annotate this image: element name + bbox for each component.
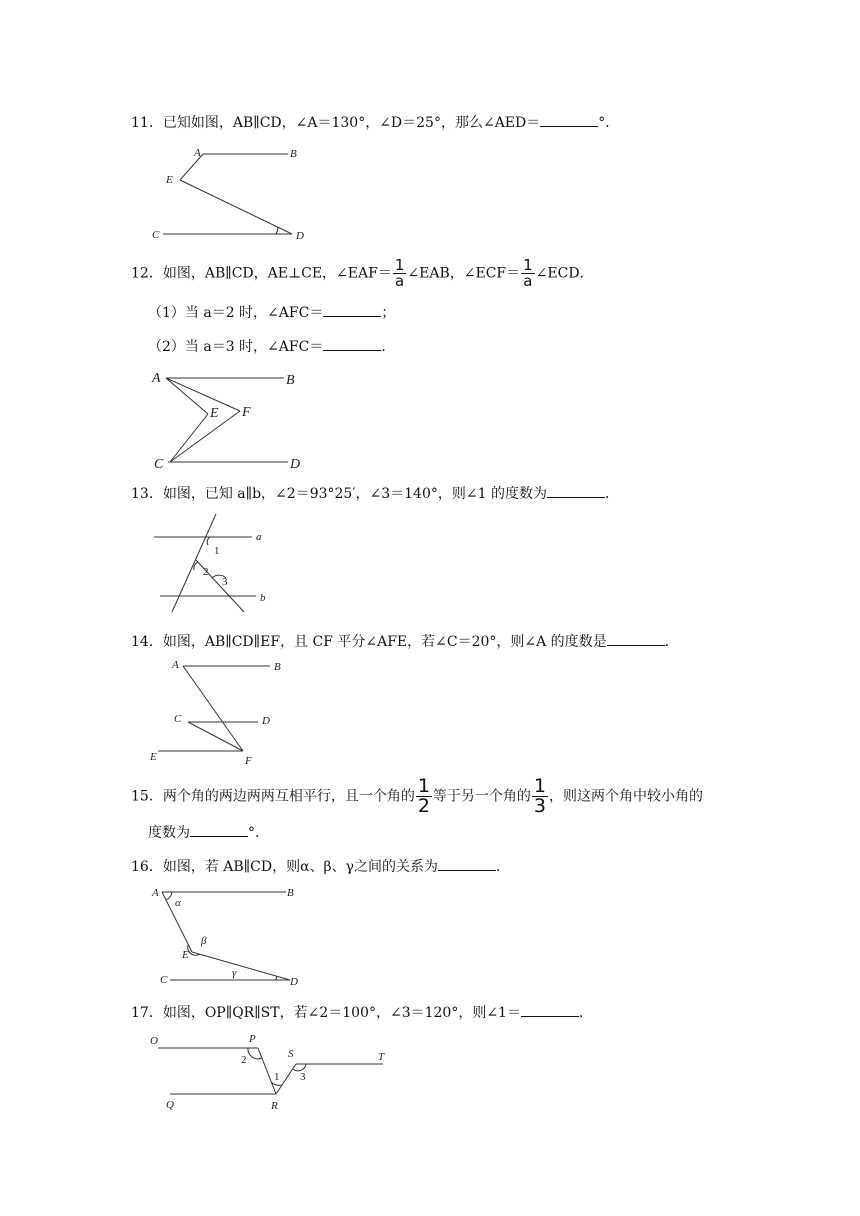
label-O: O bbox=[150, 1035, 158, 1047]
question-suffix: ． bbox=[604, 486, 619, 502]
label-S: S bbox=[288, 1048, 294, 1060]
question-11 bbox=[131, 112, 619, 133]
fraction-1-over-a: $\frac{1}{a}$ bbox=[523, 256, 533, 290]
question-number: 12． bbox=[131, 265, 163, 282]
answer-blank[interactable] bbox=[190, 822, 248, 837]
question-17 bbox=[131, 1002, 593, 1023]
label-D: D bbox=[290, 976, 298, 988]
label-A: A bbox=[152, 371, 161, 386]
question-text: 已知如图，AB∥CD，∠A＝130°，∠D＝25°，那么∠AED＝ bbox=[162, 115, 541, 131]
fraction-1-over-a: $\frac{1}{a}$ bbox=[394, 256, 405, 290]
question-16 bbox=[131, 856, 510, 877]
label-E: E bbox=[150, 751, 157, 763]
question-15-line-2 bbox=[148, 822, 269, 843]
label-A: A bbox=[172, 659, 179, 671]
question-suffix: ． bbox=[578, 1005, 593, 1021]
question-text-4: 度数为 bbox=[148, 825, 190, 841]
question-text-1: 如图，AB∥CD，AE⊥CE，∠EAF＝ bbox=[162, 265, 392, 282]
label-angle-1: 1 bbox=[214, 545, 220, 557]
question-text: 如图，若 AB∥CD，则α、β、γ之间的关系为 bbox=[162, 859, 438, 875]
label-R: R bbox=[271, 1100, 278, 1112]
question-text-3: ，则这两个角中较小角的 bbox=[549, 788, 704, 805]
question-number: 16． bbox=[131, 859, 163, 875]
label-B: B bbox=[287, 887, 294, 899]
label-F: F bbox=[245, 755, 252, 767]
part-suffix: ； bbox=[381, 305, 396, 321]
label-angle-3: 3 bbox=[222, 576, 228, 588]
question-number: 14． bbox=[131, 634, 163, 650]
question-number: 17． bbox=[131, 1005, 163, 1021]
label-D: D bbox=[262, 715, 270, 727]
answer-blank[interactable] bbox=[323, 336, 381, 351]
label-angle-1: 1 bbox=[274, 1071, 280, 1083]
figure-q14 bbox=[148, 656, 288, 766]
part-text: （1）当 a＝2 时，∠AFC＝ bbox=[148, 305, 324, 321]
label-gamma: γ bbox=[232, 967, 237, 979]
figure-q17 bbox=[148, 1030, 398, 1120]
question-number: 11． bbox=[131, 115, 163, 131]
label-angle-3: 3 bbox=[300, 1071, 306, 1083]
figure-q13 bbox=[148, 512, 288, 616]
label-angle-2: 2 bbox=[203, 566, 209, 578]
label-E: E bbox=[166, 174, 173, 186]
question-suffix: ． bbox=[664, 634, 679, 650]
label-C: C bbox=[154, 457, 164, 472]
fraction-1-3: $\frac{1}{3}$ bbox=[533, 775, 547, 817]
answer-blank[interactable] bbox=[323, 302, 381, 317]
label-B: B bbox=[274, 661, 281, 673]
answer-blank[interactable] bbox=[607, 631, 665, 646]
q12-part-1 bbox=[148, 302, 395, 323]
label-C: C bbox=[160, 974, 168, 986]
question-12 bbox=[131, 258, 594, 289]
question-text-2: 等于另一个角的 bbox=[432, 788, 531, 805]
label-B: B bbox=[286, 373, 295, 388]
question-suffix: °． bbox=[248, 825, 269, 841]
question-suffix: ． bbox=[496, 859, 510, 875]
question-13 bbox=[131, 483, 619, 504]
label-A: A bbox=[194, 147, 201, 159]
question-text-3: ∠ECD． bbox=[535, 265, 594, 282]
question-text: 如图，OP∥QR∥ST，若∠2＝100°，∠3＝120°，则∠1＝ bbox=[162, 1005, 521, 1021]
figure-q12 bbox=[148, 364, 318, 472]
answer-blank[interactable] bbox=[438, 856, 496, 871]
label-C: C bbox=[152, 229, 160, 241]
part-text: （2）当 a＝3 时，∠AFC＝ bbox=[148, 339, 324, 355]
question-text: 如图，AB∥CD∥EF，且 CF 平分∠AFE，若∠C＝20°，则∠A 的度数是 bbox=[162, 634, 607, 650]
figure-q11 bbox=[148, 140, 318, 248]
label-A: A bbox=[152, 887, 159, 899]
label-alpha: α bbox=[175, 897, 181, 909]
label-D: D bbox=[296, 230, 304, 242]
label-F: F bbox=[242, 405, 251, 420]
label-Q: Q bbox=[166, 1099, 174, 1111]
figure-q16 bbox=[148, 882, 308, 990]
label-E: E bbox=[182, 949, 189, 961]
question-text-2: ∠EAB，∠ECF＝ bbox=[407, 265, 521, 282]
question-suffix: °． bbox=[598, 115, 620, 131]
answer-blank[interactable] bbox=[540, 112, 598, 127]
label-C: C bbox=[174, 713, 182, 725]
label-a: a bbox=[256, 531, 262, 543]
label-T: T bbox=[378, 1051, 385, 1063]
label-D: D bbox=[290, 457, 301, 472]
label-beta: β bbox=[201, 935, 207, 947]
label-P: P bbox=[249, 1033, 256, 1045]
q12-part-2 bbox=[148, 336, 395, 357]
question-14 bbox=[131, 631, 679, 652]
answer-blank[interactable] bbox=[547, 483, 605, 498]
label-B: B bbox=[290, 148, 297, 160]
question-text: 如图，已知 a∥b，∠2＝93°25′，∠3＝140°，则∠1 的度数为 bbox=[162, 486, 547, 502]
answer-blank[interactable] bbox=[521, 1002, 579, 1017]
fraction-1-2: $\frac{1}{2}$ bbox=[417, 775, 430, 817]
question-number: 15． bbox=[131, 788, 163, 805]
question-15 bbox=[131, 777, 703, 816]
label-b: b bbox=[260, 592, 266, 604]
label-angle-2: 2 bbox=[241, 1054, 247, 1066]
part-suffix: ． bbox=[381, 339, 396, 355]
label-E: E bbox=[210, 406, 219, 421]
question-text-1: 两个角的两边两两互相平行，且一个角的 bbox=[162, 788, 415, 805]
question-number: 13． bbox=[131, 486, 163, 502]
